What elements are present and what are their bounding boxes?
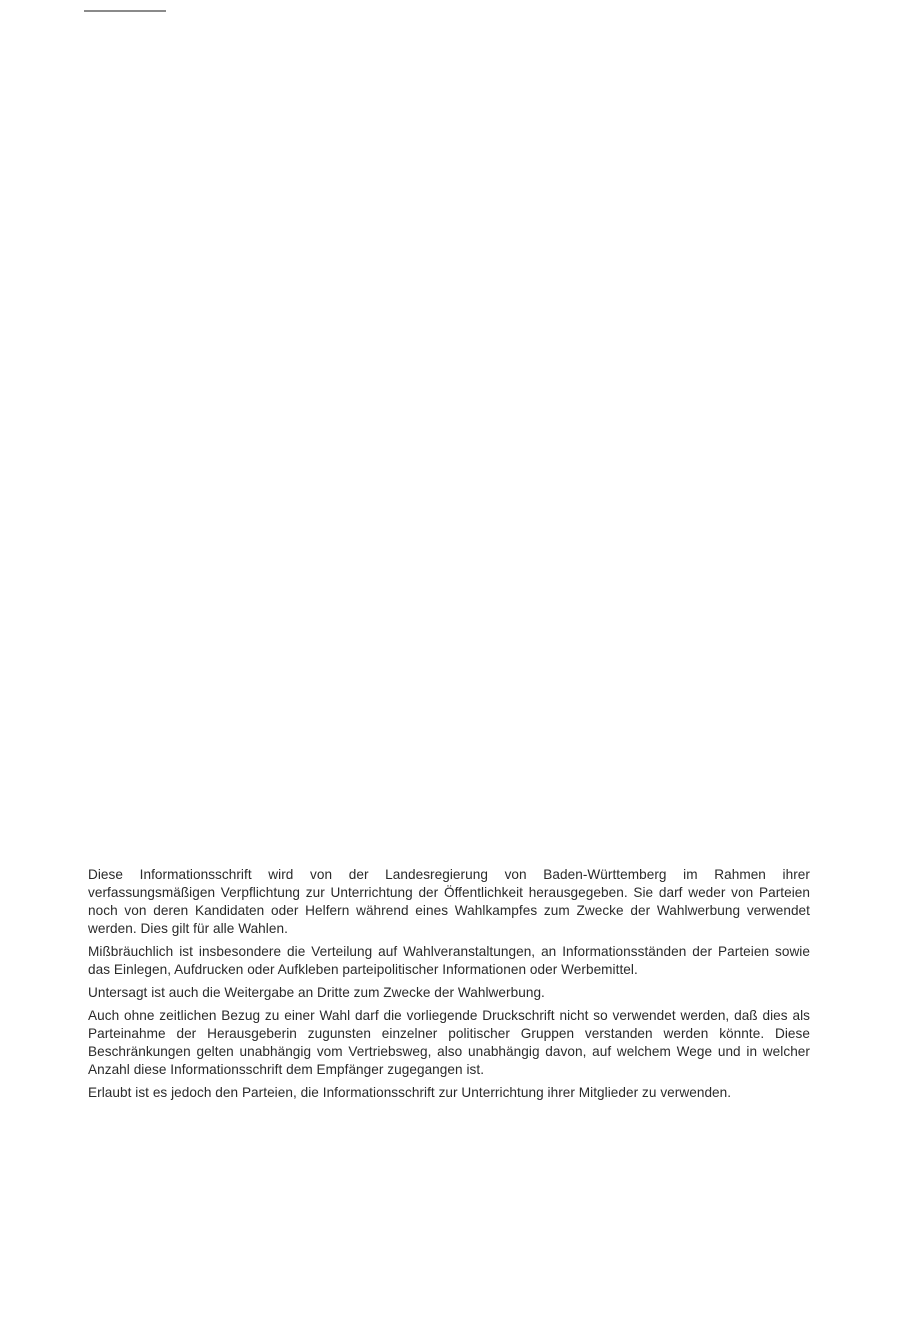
notice-paragraph-4: Auch ohne zeitlichen Bezug zu einer Wahl darf die vorliegende Druckschrift nicht so verwendet werden, daß dies als Parteinahme der Herausgeberin zugunsten einzelner politischer Gruppen verstanden werden könnte. Diese Beschränkungen gelten unabhängig vom Vertriebsweg, also unabhängig davon, auf welchem Wege und in welcher Anzahl diese Informationsschrift dem Empfänger zugegangen ist. [88,1008,810,1077]
notice-paragraph-2: Mißbräuchlich ist insbesondere die Verteilung auf Wahlveranstaltungen, an Informationsständen der Parteien sowie das Einlegen, Aufdrucken oder Aufkleben parteipolitischer Informationen oder Werbemittel. [88,944,810,977]
usage-notice [88,866,810,1107]
notice-paragraph-5: Erlaubt ist es jedoch den Parteien, die Informationsschrift zur Unterrichtung ihrer Mitglieder zu verwenden. [88,1085,732,1100]
notice-paragraph-1: Diese Informationsschrift wird von der Landesregierung von Baden-Württemberg im Rahmen ihrer verfassungsmäßigen Verpflichtung zur Unterrichtung der Öffentlichkeit herausgegeben. Sie darf weder von Parteien noch von deren Kandidaten oder Helfern während eines Wahlkampfes zum Zwecke der Wahlwerbung verwendet werden. Dies gilt für alle Wahlen. [88,867,810,936]
notice-paragraph-3: Untersagt ist auch die Weitergabe an Dritte zum Zwecke der Wahlwerbung. [88,985,545,1000]
top-rule [84,10,166,12]
